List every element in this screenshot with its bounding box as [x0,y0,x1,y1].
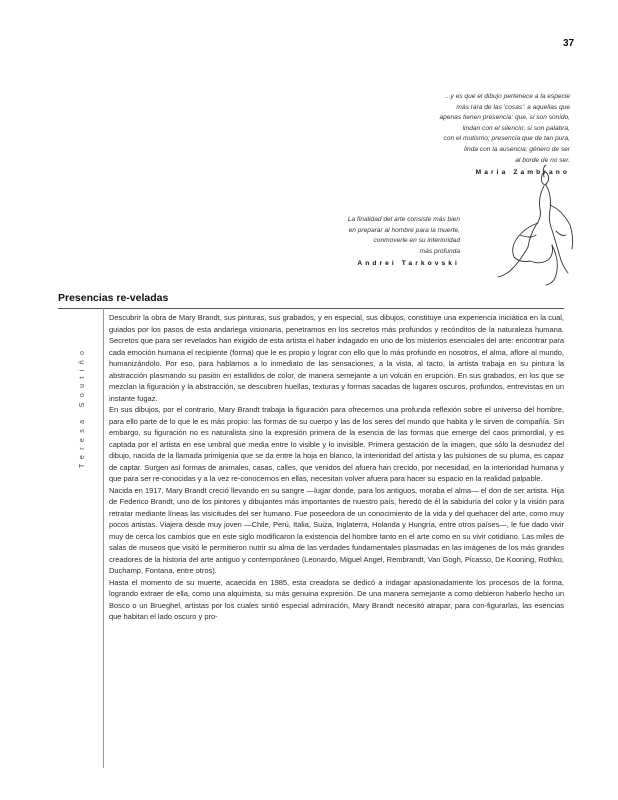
section-title: Presencias re-veladas [58,292,169,304]
quote-line: más profunda [419,247,460,255]
figure-drawing-illustration [490,165,580,290]
quote-line: lindan con el silencio; si son palabra, [462,124,570,132]
article-body [109,312,564,623]
paragraph: En sus dibujos, por el contrario, Mary Brandt trabaja la figuración para ofrecernos una profunda reflexión sobre el universo del hombre, para ello parte de lo que le es más propio: las formas de su cuerpo y las de los seres del mundo que habita y le sirven de compañía. Sin embargo, su figuración no es naturalista sino la expresión primera de la esencia de las formas que emerge del caos primordial, y es captada por el artista en ese umbral que media entre lo visible y lo invisible. Primera gestación de la imagen, que sólo la desnudez del dibujo, nacida de la llamada primigenia que se da entre la hoja en blanco, la interioridad del artista y las pulsiones de su pluma, es capaz de captar. Surgen así formas de animales, casas, calles, que venidos del afuera han crecido, por necesidad, en la interioridad humana y que para ser re-conocidas y a la vez re-conocernos en ellas, necesitan volver afuera para hacer su espacio en la realidad palpable. [109,405,564,483]
quote-line: apenas tienen presencia: que, si son sonido, [439,114,570,122]
quote-line: La finalidad del arte consiste más bien [347,216,460,223]
quote-line: ...y es que el dibujo pertenece a la especie [445,93,570,100]
vertical-divider [103,308,104,768]
quote-author: Andrei Tarkovski [357,260,460,268]
paragraph: Nacida en 1917, Mary Brandt creció llevando en su sangre —lugar donde, para los antiguos, moraba el alma— el don de ser artista. Hija de Federico Brandt, uno de los pintores y dibujantes más importantes de nuestro país, heredó de él la sabiduría del color y la visión para retratar mediante líneas las visicitudes del ser humano. Fue poseedora de un conocimiento de la vida y del quehacer del arte, como muy pocos artistas. Viajera desde muy joven —Chile, Perú, Italia, Suiza, Inglaterra, Holanda y Hungría, entre otros países—, le fue dado vivir muy de cerca los cambios que en este siglo modificaron la existencia del hombre tanto en el arte como en su vivir cotidiano. Las miles de salas de museos que visitó le permitieron nutrir su alma de las verdades fundamentales plasmadas en las imágenes de los más grandes creadores de la historia del arte antiguo y contemporáneo (Leonardo, Miguel Angel, Rembrandt, Van Gogh, Picasso, De Kooning, Rothko, Duchamp, Fontana, entre otros). [109,485,564,575]
epigraph-tarkovski [300,215,460,270]
quote-line: con el mutismo; presencia que de tan pura, [443,135,570,143]
article-author-vertical: Teresa Soutiño [79,345,86,468]
quote-author: Maria Zambrano [475,169,570,177]
quote-line: linda con la ausencia; género de ser [464,145,570,153]
quote-line: al borde de no ser. [515,156,570,164]
paragraph: Descubrir la obra de Mary Brandt, sus pinturas, sus grabados, y en especial, sus dibujos, constituye una experiencia iniciática en la cual, guiados por los pasos de esta andariega visionaria, penetramos en los secretos más profundos y recónditos de la naturaleza humana. Secretos que para ser revelados han exigido de esta artista el haber indagado en uno de los misterios esenciales del arte: encontrar para cada emoción humana el recipiente (forma) que le es propio y lograr con ello que lo más profundo en nosotros, el alma, aflore al mundo, humanizándolo. Por eso, para hablarnos a lo inmediato de las sensaciones, a la vista, al tacto, la artista trabaja en su pintura la abstracción plasmando su pasión en estallidos de color, de manera semejante a un volcán en erupción. En sus grabados, en los que se mezclan la figuración y la abstracción, se descubren huellas, texturas y formas sacadas de lugares oscuros, profundos, entrevistas en un instante fugaz. [109,313,564,403]
quote-line: en preparar al hombre para la muerte, [348,226,460,234]
section-divider [58,308,564,309]
page-number: 37 [563,38,575,49]
quote-line: conmoverle en su interioridad [373,237,460,245]
quote-line: más rara de las 'cosas': a aquellas que [456,103,570,111]
paragraph: Hasta el momento de su muerte, acaecida en 1985, esta creadora se dedicó a indagar apasionadamente los procesos de la forma, logrando extraer de ella, como una alquimista, su más genuina expresión. De una manera semejante a como debieron haberlo hecho un Bosco o un Brueghel, artistas por los cuales sintió especial admiración, Mary Brandt necesitó atrapar, para con-figurarlas, las esencias que habitan el lado oscuro y pro- [109,577,564,621]
